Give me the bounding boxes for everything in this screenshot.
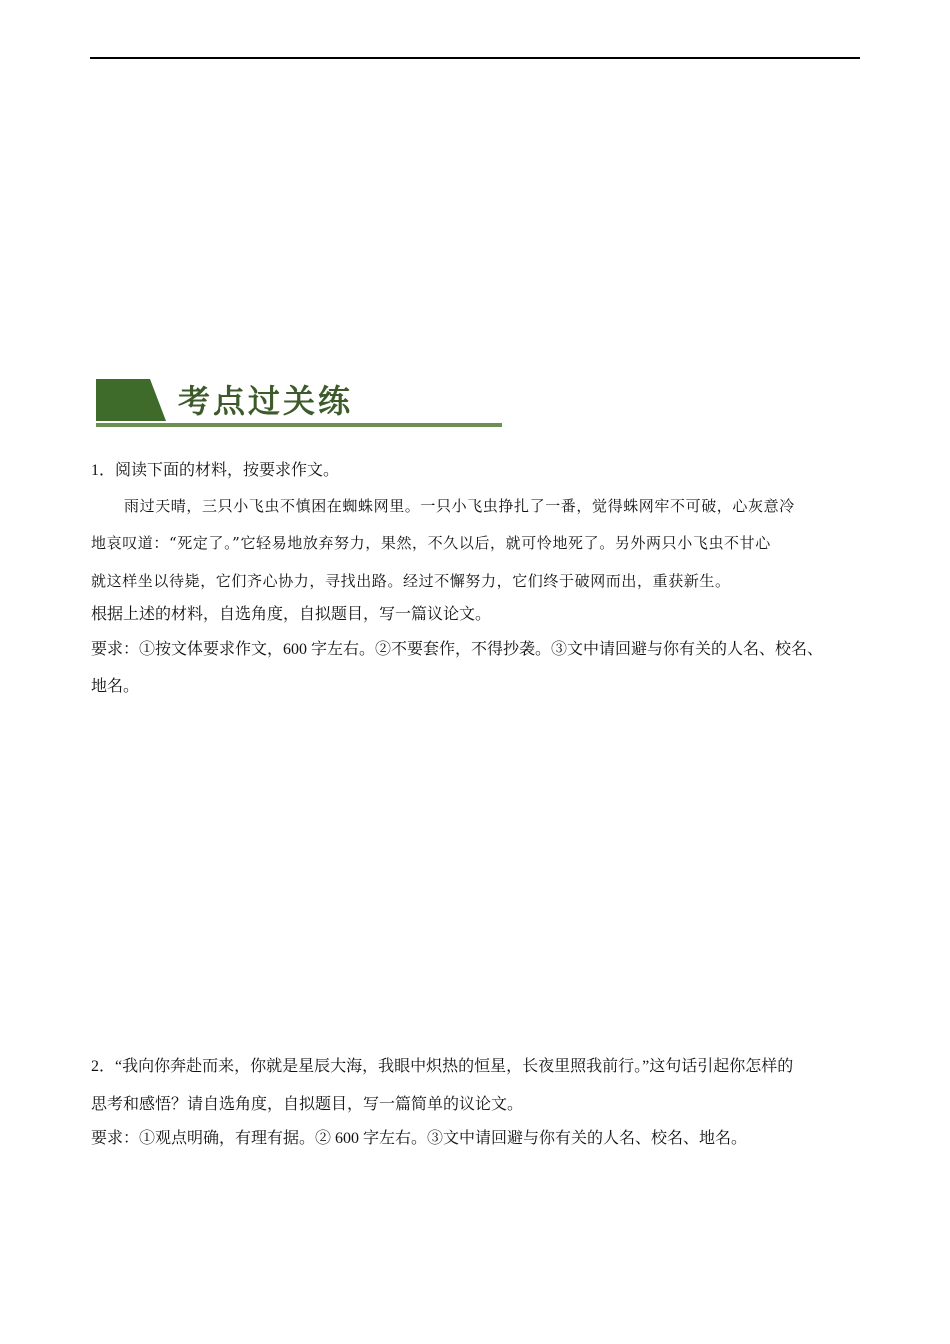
banner-underline (96, 423, 502, 427)
question-1-requirement-line-2: 地名。 (91, 678, 140, 695)
banner-graphic (94, 377, 504, 429)
question-2-prompt-line-2: 思考和感悟？请自选角度，自拟题目，写一篇简单的议论文。 (91, 1096, 524, 1113)
header-rule (90, 57, 860, 59)
question-2-prompt-line-1: 2．“我向你奔赴而来，你就是星辰大海，我眼中炽热的恒星，长夜里照我前行。”这句话引起你怎样的 (91, 1058, 794, 1075)
question-1-prompt: 1．阅读下面的材料，按要求作文。 (91, 462, 340, 479)
question-2-requirement: 要求：①观点明确，有理有据。② 600 字左右。③文中请回避与你有关的人名、校名、地名。 (91, 1130, 748, 1147)
banner-title: 考点过关练 (178, 382, 354, 420)
question-1-requirement-line-1: 要求：①按文体要求作文，600 字左右。②不要套作，不得抄袭。③文中请回避与你有关的人名、校名、 (91, 641, 824, 658)
material-line-2: 地哀叹道：“死定了。”它轻易地放弃努力，果然，不久以后，就可怜地死了。另外两只小飞虫不甘心 (91, 534, 771, 552)
material-line-3: 就这样坐以待毙，它们齐心协力，寻找出路。经过不懈努力，它们终于破网而出，重获新生。 (91, 572, 731, 590)
question-1-instruction: 根据上述的材料，自选角度，自拟题目，写一篇议论文。 (91, 606, 492, 623)
banner-green-block (96, 379, 166, 421)
material-line-1: 雨过天晴，三只小飞虫不慎困在蜘蛛网里。一只小飞虫挣扎了一番，觉得蛛网牢不可破，心灰意冷 (124, 497, 795, 515)
section-banner (94, 377, 504, 429)
